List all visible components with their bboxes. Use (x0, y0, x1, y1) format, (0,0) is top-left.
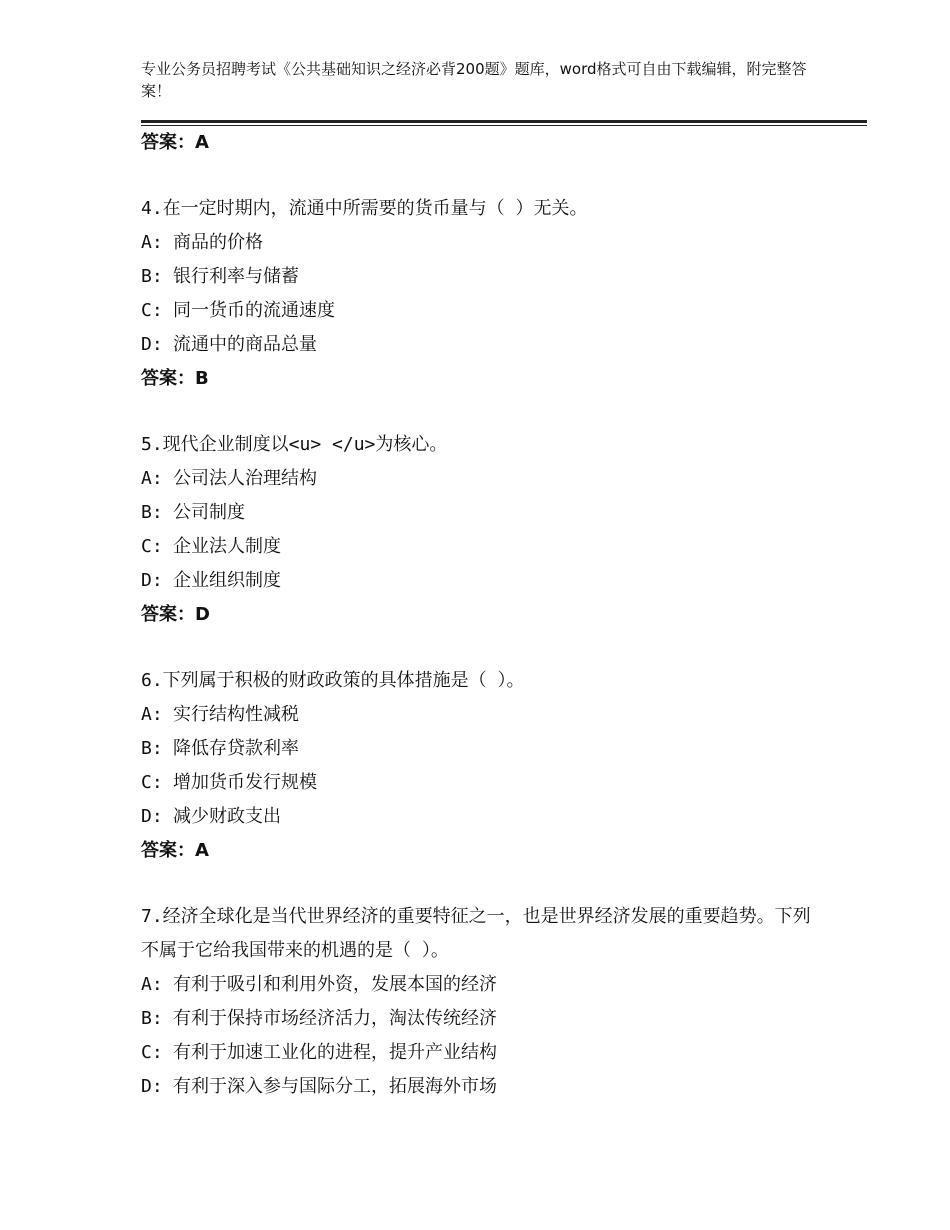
question-text: 6.下列属于积极的财政政策的具体措施是（ ）。 (141, 670, 525, 691)
option-letter: B: (141, 266, 163, 287)
option-text: 实行结构性减税 (173, 704, 299, 725)
answer-line (141, 598, 821, 632)
option-a (141, 968, 821, 1002)
page-header: 专业公务员招聘考试《公共基础知识之经济必背200题》题库，word格式可自由下载编辑，附完整答案！ (141, 60, 807, 100)
option-b (141, 732, 821, 766)
answer-line (141, 362, 821, 396)
option-b (141, 496, 821, 530)
header-rule-thick (141, 120, 867, 123)
option-b (141, 260, 821, 294)
option-letter: D: (141, 806, 163, 827)
question-list (141, 126, 821, 1104)
option-a (141, 462, 821, 496)
option-letter: A: (141, 974, 163, 995)
option-text: 流通中的商品总量 (173, 334, 317, 355)
answer-prefix: 答案： (141, 840, 195, 861)
option-d (141, 800, 821, 834)
question-5 (141, 428, 821, 632)
option-text: 有利于加速工业化的进程，提升产业结构 (173, 1042, 497, 1063)
option-letter: A: (141, 468, 163, 489)
option-letter: C: (141, 772, 163, 793)
option-text: 企业法人制度 (173, 536, 281, 557)
option-text: 有利于吸引和利用外资，发展本国的经济 (173, 974, 497, 995)
option-letter: A: (141, 704, 163, 725)
option-text: 同一货币的流通速度 (173, 300, 335, 321)
option-c (141, 530, 821, 564)
answer-value: D (195, 604, 210, 625)
answer-value: B (195, 368, 209, 389)
answer-line (141, 834, 821, 868)
option-letter: C: (141, 300, 163, 321)
answer-value: A (195, 132, 209, 153)
option-d (141, 564, 821, 598)
option-text: 降低存贷款利率 (173, 738, 299, 759)
question-7 (141, 900, 821, 1104)
option-c (141, 766, 821, 800)
question-6 (141, 664, 821, 868)
option-a (141, 698, 821, 732)
option-letter: C: (141, 1042, 163, 1063)
question-4 (141, 192, 821, 396)
option-c (141, 1036, 821, 1070)
option-a (141, 226, 821, 260)
option-text: 有利于深入参与国际分工，拓展海外市场 (173, 1076, 497, 1097)
answer-prefix: 答案： (141, 604, 195, 625)
option-letter: A: (141, 232, 163, 253)
option-d (141, 1070, 821, 1104)
question-text: 7.经济全球化是当代世界经济的重要特征之一，也是世界经济发展的重要趋势。下列不属于它给我国带来的机遇的是（ ）。 (141, 906, 811, 961)
answer-prefix: 答案： (141, 368, 195, 389)
answer-prefix: 答案： (141, 132, 195, 153)
question-text: 4.在一定时期内，流通中所需要的货币量与（ ）无关。 (141, 198, 588, 219)
option-b (141, 1002, 821, 1036)
option-text: 有利于保持市场经济活力，淘汰传统经济 (173, 1008, 497, 1029)
option-letter: D: (141, 570, 163, 591)
option-text: 企业组织制度 (173, 570, 281, 591)
option-letter: D: (141, 1076, 163, 1097)
option-text: 减少财政支出 (173, 806, 281, 827)
option-letter: B: (141, 1008, 163, 1029)
answer-line (141, 126, 821, 160)
option-letter: B: (141, 738, 163, 759)
option-text: 增加货币发行规模 (173, 772, 317, 793)
option-text: 银行利率与储蓄 (173, 266, 299, 287)
option-c (141, 294, 821, 328)
option-letter: C: (141, 536, 163, 557)
option-d (141, 328, 821, 362)
option-text: 商品的价格 (173, 232, 263, 253)
answer-value: A (195, 840, 209, 861)
option-letter: B: (141, 502, 163, 523)
option-text: 公司制度 (173, 502, 245, 523)
option-letter: D: (141, 334, 163, 355)
option-text: 公司法人治理结构 (173, 468, 317, 489)
question-text: 5.现代企业制度以<u> </u>为核心。 (141, 434, 448, 455)
